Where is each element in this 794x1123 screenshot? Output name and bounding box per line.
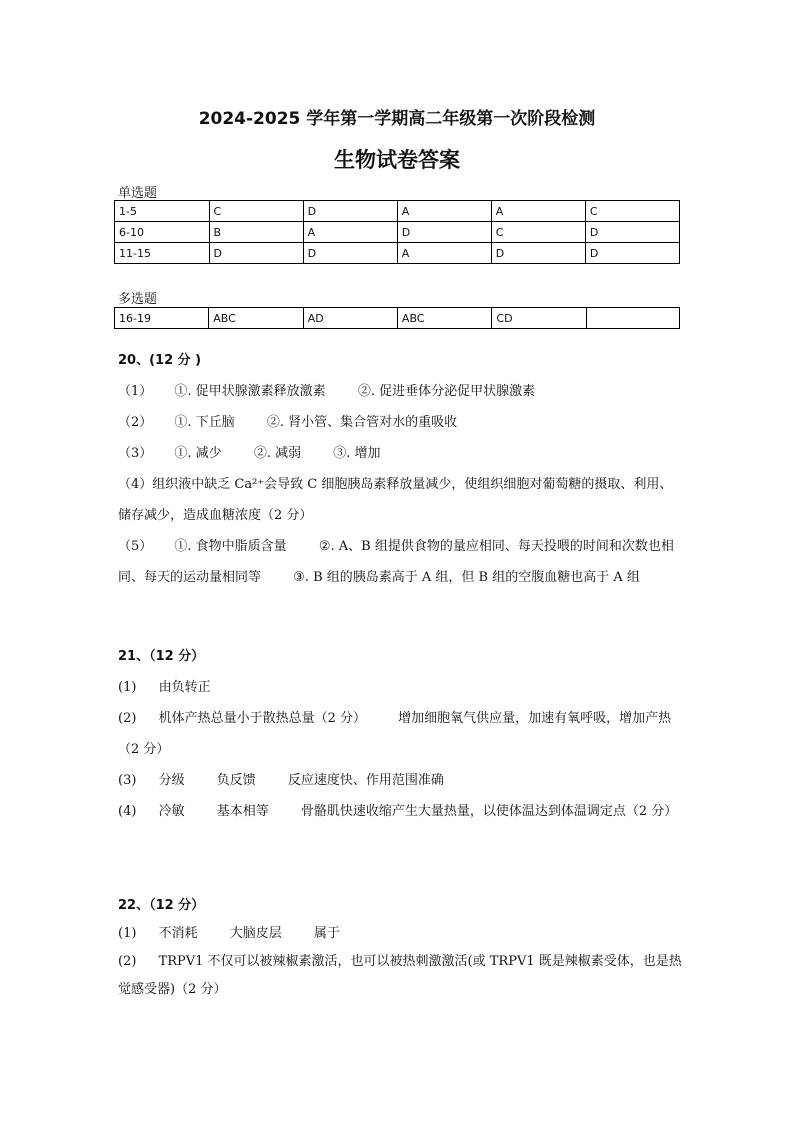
table-cell: B (209, 222, 303, 243)
table-cell: ABC (209, 308, 303, 329)
answer-line (118, 920, 684, 948)
question-22 (118, 892, 684, 1004)
table-cell: 16-19 (115, 308, 209, 329)
table-cell: D (397, 222, 491, 243)
table-cell: ABC (397, 308, 491, 329)
table-cell: D (585, 243, 679, 264)
table-cell: A (397, 201, 491, 222)
question-heading: 20、(12 分 ) (118, 353, 202, 368)
multi-choice-label: 多选题 (118, 292, 158, 307)
exam-title: 2024-2025 学年第一学期高二年级第一次阶段检测 (198, 109, 596, 129)
part-number: (3) (118, 773, 137, 788)
question-heading: 22、（12 分） (118, 898, 205, 913)
exam-subtitle: 生物试卷答案 (334, 148, 460, 172)
answer-line (118, 672, 684, 703)
table-cell: A (491, 201, 585, 222)
table-row (115, 243, 680, 264)
table-cell: C (585, 201, 679, 222)
table-cell: D (209, 243, 303, 264)
answer-text: ①. 减少 (174, 446, 222, 461)
table-cell: A (397, 243, 491, 264)
table-cell: C (491, 222, 585, 243)
answer-line (118, 765, 684, 796)
question-21 (118, 641, 684, 827)
table-cell: 1-5 (115, 201, 210, 222)
answer-text: ①. 食物中脂质含量 (174, 539, 287, 554)
answer-text: ②. 促进垂体分泌促甲状腺激素 (357, 384, 536, 399)
part-number: （2） (118, 415, 153, 430)
table-row (115, 308, 680, 329)
question-20 (118, 345, 684, 593)
answer-text: ②. 肾小管、集合管对水的重吸收 (266, 415, 458, 430)
table-cell: D (585, 222, 679, 243)
table-cell (586, 308, 679, 329)
part-number: (1) (118, 680, 137, 695)
answer-text: 由负转正 (158, 680, 211, 695)
answer-line (118, 407, 684, 438)
part-number: (2) (118, 711, 137, 726)
answer-text: ②. 减弱 (253, 446, 302, 461)
answer-line (118, 703, 684, 765)
table-cell: C (209, 201, 303, 222)
single-choice-label: 单选题 (118, 186, 158, 201)
answer-text: 增加细胞氧气供应量，加速有氧呼吸，增加产热（2 分） (118, 711, 672, 757)
answer-text: ③. 增加 (333, 446, 381, 461)
answer-text: 基本相等 (216, 804, 269, 819)
part-number: （3） (118, 446, 153, 461)
answer-text: 属于 (313, 926, 340, 941)
answer-text: 负反馈 (216, 773, 256, 788)
answer-text: ③. B 组的胰岛素高于 A 组，但 B 组的空腹血糖也高于 A 组 (293, 570, 640, 585)
answer-line (118, 796, 684, 827)
table-cell: A (303, 222, 397, 243)
table-cell: 6-10 (115, 222, 210, 243)
answer-text: 骨骼肌快速收缩产生大量热量，以使体温达到体温调定点（2 分） (300, 804, 678, 819)
part-number: (4) (118, 804, 137, 819)
single-choice-table (114, 200, 680, 264)
answer-line (118, 376, 684, 407)
table-cell: D (303, 243, 397, 264)
answer-text: 反应速度快、作用范围准确 (287, 773, 444, 788)
answer-text: ②. A、B 组提供食物的量应相同、每天投喂的时间和次数也相同、每天的运动量相同等 (118, 539, 674, 585)
table-cell: D (303, 201, 397, 222)
part-number: (2) (118, 954, 137, 969)
answer-text: 大脑皮层 (229, 926, 282, 941)
table-cell: AD (303, 308, 397, 329)
table-cell: 11-15 (115, 243, 210, 264)
question-heading: 21、（12 分） (118, 649, 205, 664)
answer-text: TRPV1 不仅可以被辣椒素激活，也可以被热刺激激活(或 TRPV1 既是辣椒素受体，也是热觉感受器)（2 分） (118, 954, 682, 997)
answer-text: ①. 促甲状腺激素释放激素 (174, 384, 326, 399)
answer-line (118, 438, 684, 469)
part-number: （5） (118, 539, 153, 554)
answer-text: 不消耗 (158, 926, 198, 941)
answer-text: 机体产热总量小于散热总量（2 分） (158, 711, 366, 726)
table-cell: CD (492, 308, 586, 329)
answer-line (118, 948, 684, 1004)
part-number: (1) (118, 926, 137, 941)
table-row (115, 222, 680, 243)
answer-text: ①. 下丘脑 (174, 415, 235, 430)
answer-text: 分级 (158, 773, 185, 788)
table-row (115, 201, 680, 222)
answer-line (118, 531, 684, 593)
table-cell: D (491, 243, 585, 264)
multi-choice-table (114, 307, 680, 329)
answer-text: 冷敏 (158, 804, 185, 819)
part-number: （1） (118, 384, 153, 399)
answer-text: （4）组织液中缺乏 Ca²⁺会导致 C 细胞胰岛素释放量减少，使组织细胞对葡萄糖的摄取、利用、储存减少，造成血糖浓度（2 分） (118, 477, 673, 523)
